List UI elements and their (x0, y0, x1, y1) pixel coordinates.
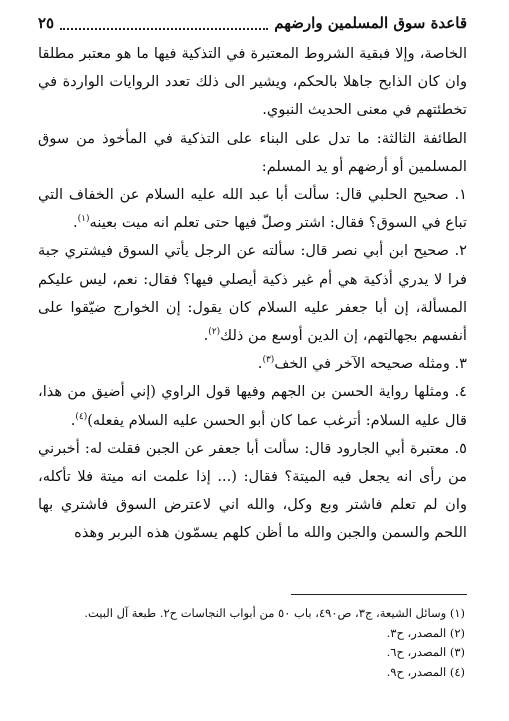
footnote-2: (٢) المصدر، ح٣. (386, 625, 465, 640)
paragraph-4: ٢. صحيح ابن أبي نصر قال: سألته عن الرجل يأتي السوق فيشتري جبة فرا لا يدري أذكية هي أم غير ذكية أيصلي فيها؟ فقال: نعم، ليس عليكم المسألة، إن أبا جعفر عليه السلام كان يقول: إن الخوارج ضيّقوا على أنفسهم بجهالتهم، إن الدين أوسع من ذلك$^{(٢)}$. (38, 242, 467, 345)
paragraph-2: الطائفة الثالثة: ما تدل على البناء على التذكية في المأخوذ من سوق المسلمين أو أرضهم أو يد المسلم: (38, 129, 467, 175)
page-number: ٢٥ (38, 14, 55, 32)
header-dotted-leader (60, 16, 268, 30)
footnote-ref: (٣) (262, 355, 275, 366)
header-title: قاعدة سوق المسلمين وارضهم (274, 14, 467, 32)
footnote-separator (291, 594, 467, 595)
main-text (38, 40, 467, 548)
paragraph-5: ٣. ومثله صحيحه الآخر في الخف$^{(٣)}$. (257, 355, 467, 373)
footnote-ref: (١) (77, 214, 90, 225)
paragraph-6: ٤. ومثلها رواية الحسن بن الجهم وفيها قول الراوي (إني أضيق من هذا، قال عليه السلام: أترغب عما كان أبو الحسن عليه السلام يفعله)$^{(٤)}$. (38, 383, 467, 429)
running-header (38, 10, 467, 36)
paragraph-7: ٥. معتبرة أبي الجارود قال: سألت أبا جعفر عن الجبن فقلت له: أخبرني من رأى انه يجعل فيه الميتة؟ فقال: (... إذا علمت انه ميتة فلا تأكله، وان لم تعلم فاشتر وبع وكل، والله اني لاعترض السوق فاشتري بها اللحم والسمن والجبن والله ما أظن كلهم يسمّون هذه البربر وهذه (38, 439, 467, 542)
footnote-3: (٣) المصدر، ح٦. (386, 645, 465, 660)
footnotes (38, 604, 465, 682)
footnote-ref: (٢) (208, 327, 221, 338)
footnote-4: (٤) المصدر، ح٩. (386, 664, 465, 679)
footnote-1: (١) وسائل الشيعة، ج٣، ص٤٩٠، باب ٥٠ من أبواب النجاسات ح٢. طبعة آل البيت. (84, 606, 465, 620)
footnote-ref: (٤) (75, 411, 88, 422)
paragraph-3: ١. صحيح الحلبي قال: سألت أبا عبد الله عليه السلام عن الخفاف التي تباع في السوق؟ فقال: اشتر وصلّ فيها حتى تعلم انه ميت بعينه$^{(١)}$. (38, 186, 467, 232)
paragraph-1: الخاصة، وإلا فبقية الشروط المعتبرة في التذكية فيها ما هو معتبر مطلقا وان كان الذابح جاهلا بالحكم، ويشير الى ذلك تعدد الروايات الواردة في تخطئتهم في معنى الحديث النبوي. (38, 45, 467, 119)
